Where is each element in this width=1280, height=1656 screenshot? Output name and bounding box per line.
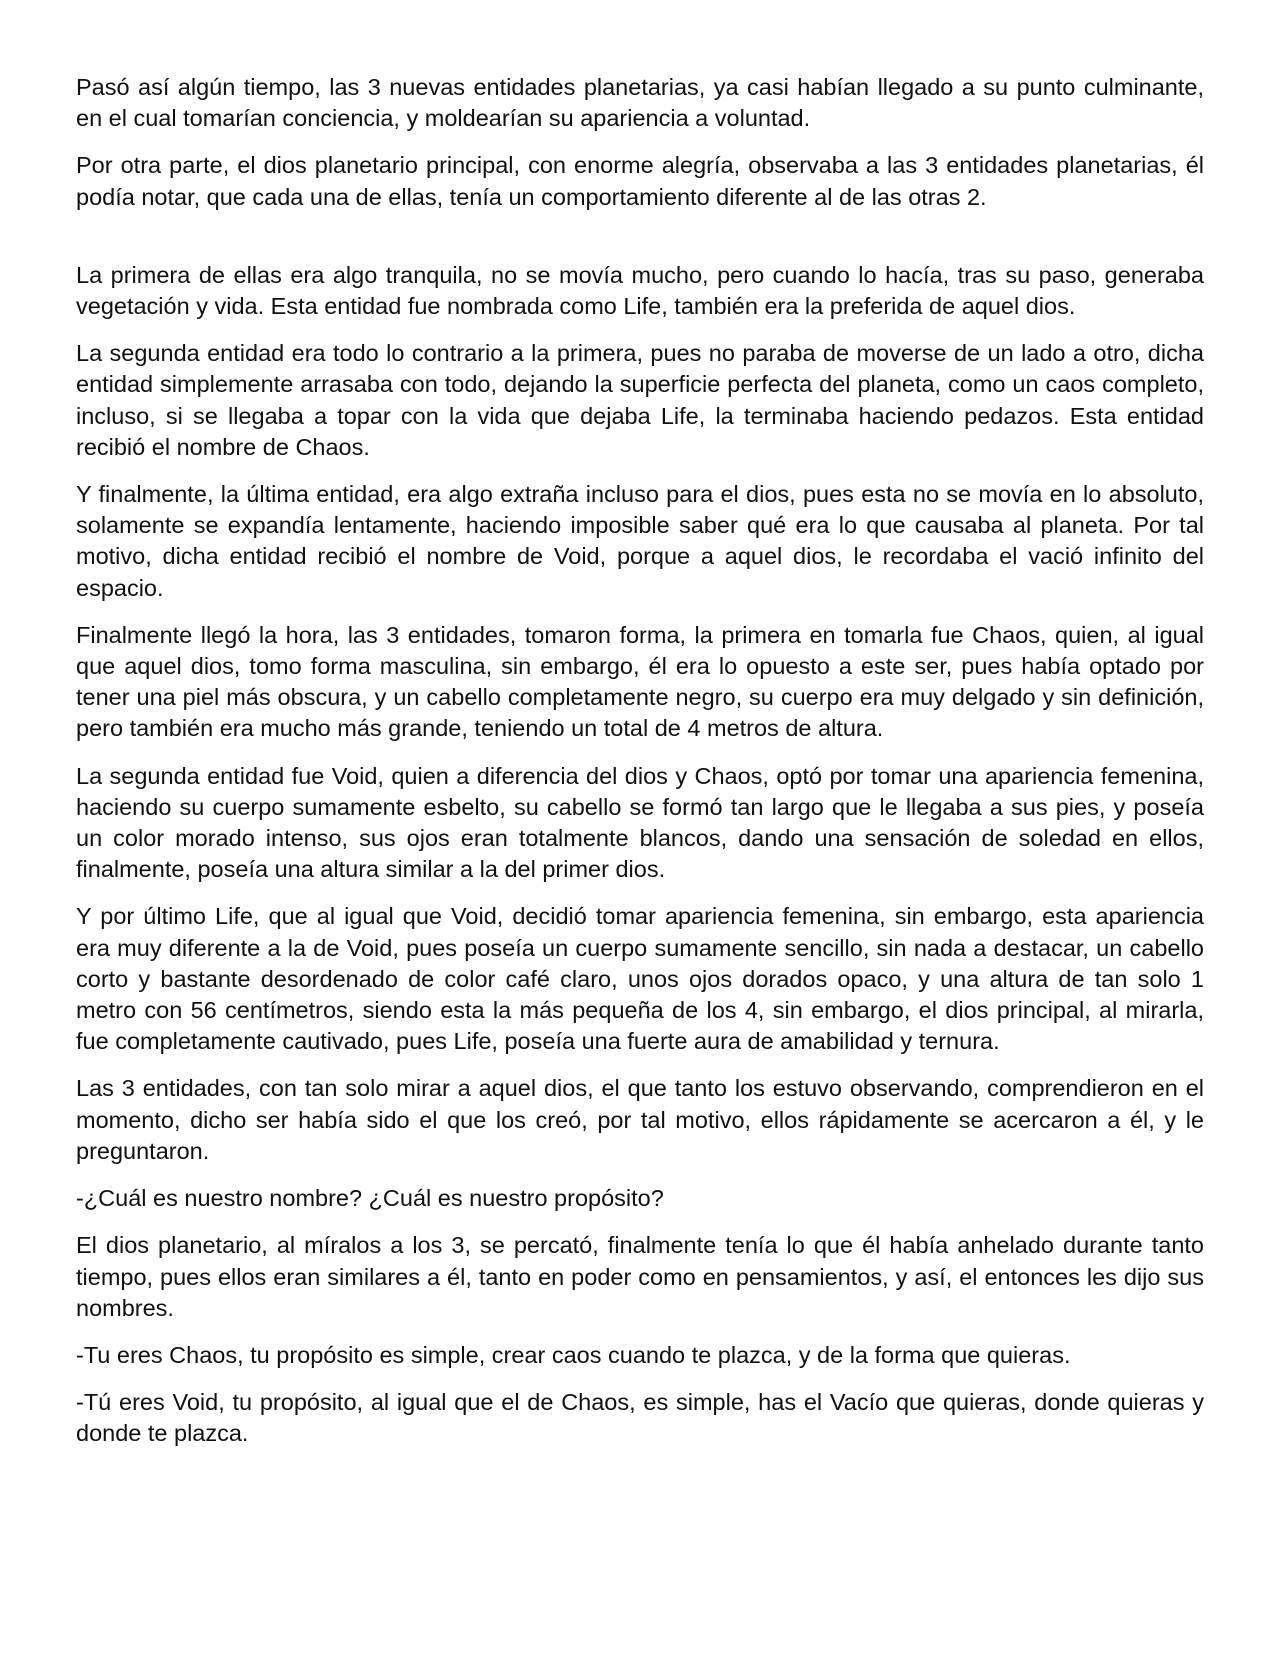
dialogue-line-3: -Tú eres Void, tu propósito, al igual que el de Chaos, es simple, has el Vacío que quieras, donde quieras y donde te plazca. — [76, 1389, 1204, 1447]
paragraph-9: Las 3 entidades, con tan solo mirar a aquel dios, el que tanto los estuvo observando, comprendieron en el momento, dicho ser había sido el que los creó, por tal motivo, ellos rápidamente se acercaron a él, y le preguntaron. — [76, 1075, 1204, 1164]
paragraph-8: Y por último Life, que al igual que Void, decidió tomar apariencia femenina, sin embargo, esta apariencia era muy diferente a la de Void, pues poseía un cuerpo sumamente sencillo, sin nada a destacar, un cabello corto y bastante desordenado de color café claro, unos ojos dorados opaco, y una altura de tan solo 1 metro con 56 centímetros, siendo esta la más pequeña de los 4, sin embargo, el dios principal, al mirarla, fue completamente cautivado, pues Life, poseía una fuerte aura de amabilidad y ternura. — [76, 903, 1204, 1055]
paragraph-5: Y finalmente, la última entidad, era algo extraña incluso para el dios, pues esta no se movía en lo absoluto, solamente se expandía lentamente, haciendo imposible saber qué era lo que causaba al planeta. Por tal motivo, dicha entidad recibió el nombre de Void, porque a aquel dios, le recordaba el vació infinito del espacio. — [76, 481, 1204, 601]
paragraph-6: Finalmente llegó la hora, las 3 entidades, tomaron forma, la primera en tomarla fue Chaos, quien, al igual que aquel dios, tomo forma masculina, sin embargo, él era lo opuesto a este ser, pues había optado por tener una piel más obscura, y un cabello completamente negro, su cuerpo era muy delgado y sin definición, pero también era mucho más grande, teniendo un total de 4 metros de altura. — [76, 621, 1204, 742]
paragraph-10: El dios planetario, al míralos a los 3, se percató, finalmente tenía lo que él había anhelado durante tanto tiempo, pues ellos eran similares a él, tanto en poder como en pensamientos, y así, el entonces les dijo sus nombres. — [76, 1232, 1204, 1321]
paragraph-4: La segunda entidad era todo lo contrario a la primera, pues no paraba de moverse de un lado a otro, dicha entidad simplemente arrasaba con todo, dejando la superficie perfecta del planeta, como un caos completo, incluso, si se llegaba a topar con la vida que dejaba Life, la terminaba haciendo pedazos. Esta entidad recibió el nombre de Chaos. — [76, 340, 1204, 460]
dialogue-line-1: -¿Cuál es nuestro nombre? ¿Cuál es nuestro propósito? — [76, 1185, 664, 1212]
paragraph-3: La primera de ellas era algo tranquila, no se movía mucho, pero cuando lo hacía, tras su paso, generaba vegetación y vida. Esta entidad fue nombrada como Life, también era la preferida de aquel dios. — [76, 261, 1204, 320]
dialogue-line-2: -Tu eres Chaos, tu propósito es simple, crear caos cuando te plazca, y de la forma que quieras. — [76, 1341, 1071, 1368]
paragraph-1: Pasó así algún tiempo, las 3 nuevas entidades planetarias, ya casi habían llegado a su punto culminante, en el cual tomarían conciencia, y moldearían su apariencia a voluntad. — [76, 74, 1204, 132]
paragraph-2: Por otra parte, el dios planetario principal, con enorme alegría, observaba a las 3 entidades planetarias, él podía notar, que cada una de ellas, tenía un comportamiento diferente al de las otras 2. — [76, 152, 1204, 210]
document-page — [76, 72, 1204, 1466]
paragraph-7: La segunda entidad fue Void, quien a diferencia del dios y Chaos, optó por tomar una apariencia femenina, haciendo su cuerpo sumamente esbelto, su cabello se formó tan largo que le llegaba a sus pies, y poseía un color morado intenso, sus ojos eran totalmente blancos, dando una sensación de soledad en ellos, finalmente, poseía una altura similar a la del primer dios. — [76, 762, 1204, 883]
